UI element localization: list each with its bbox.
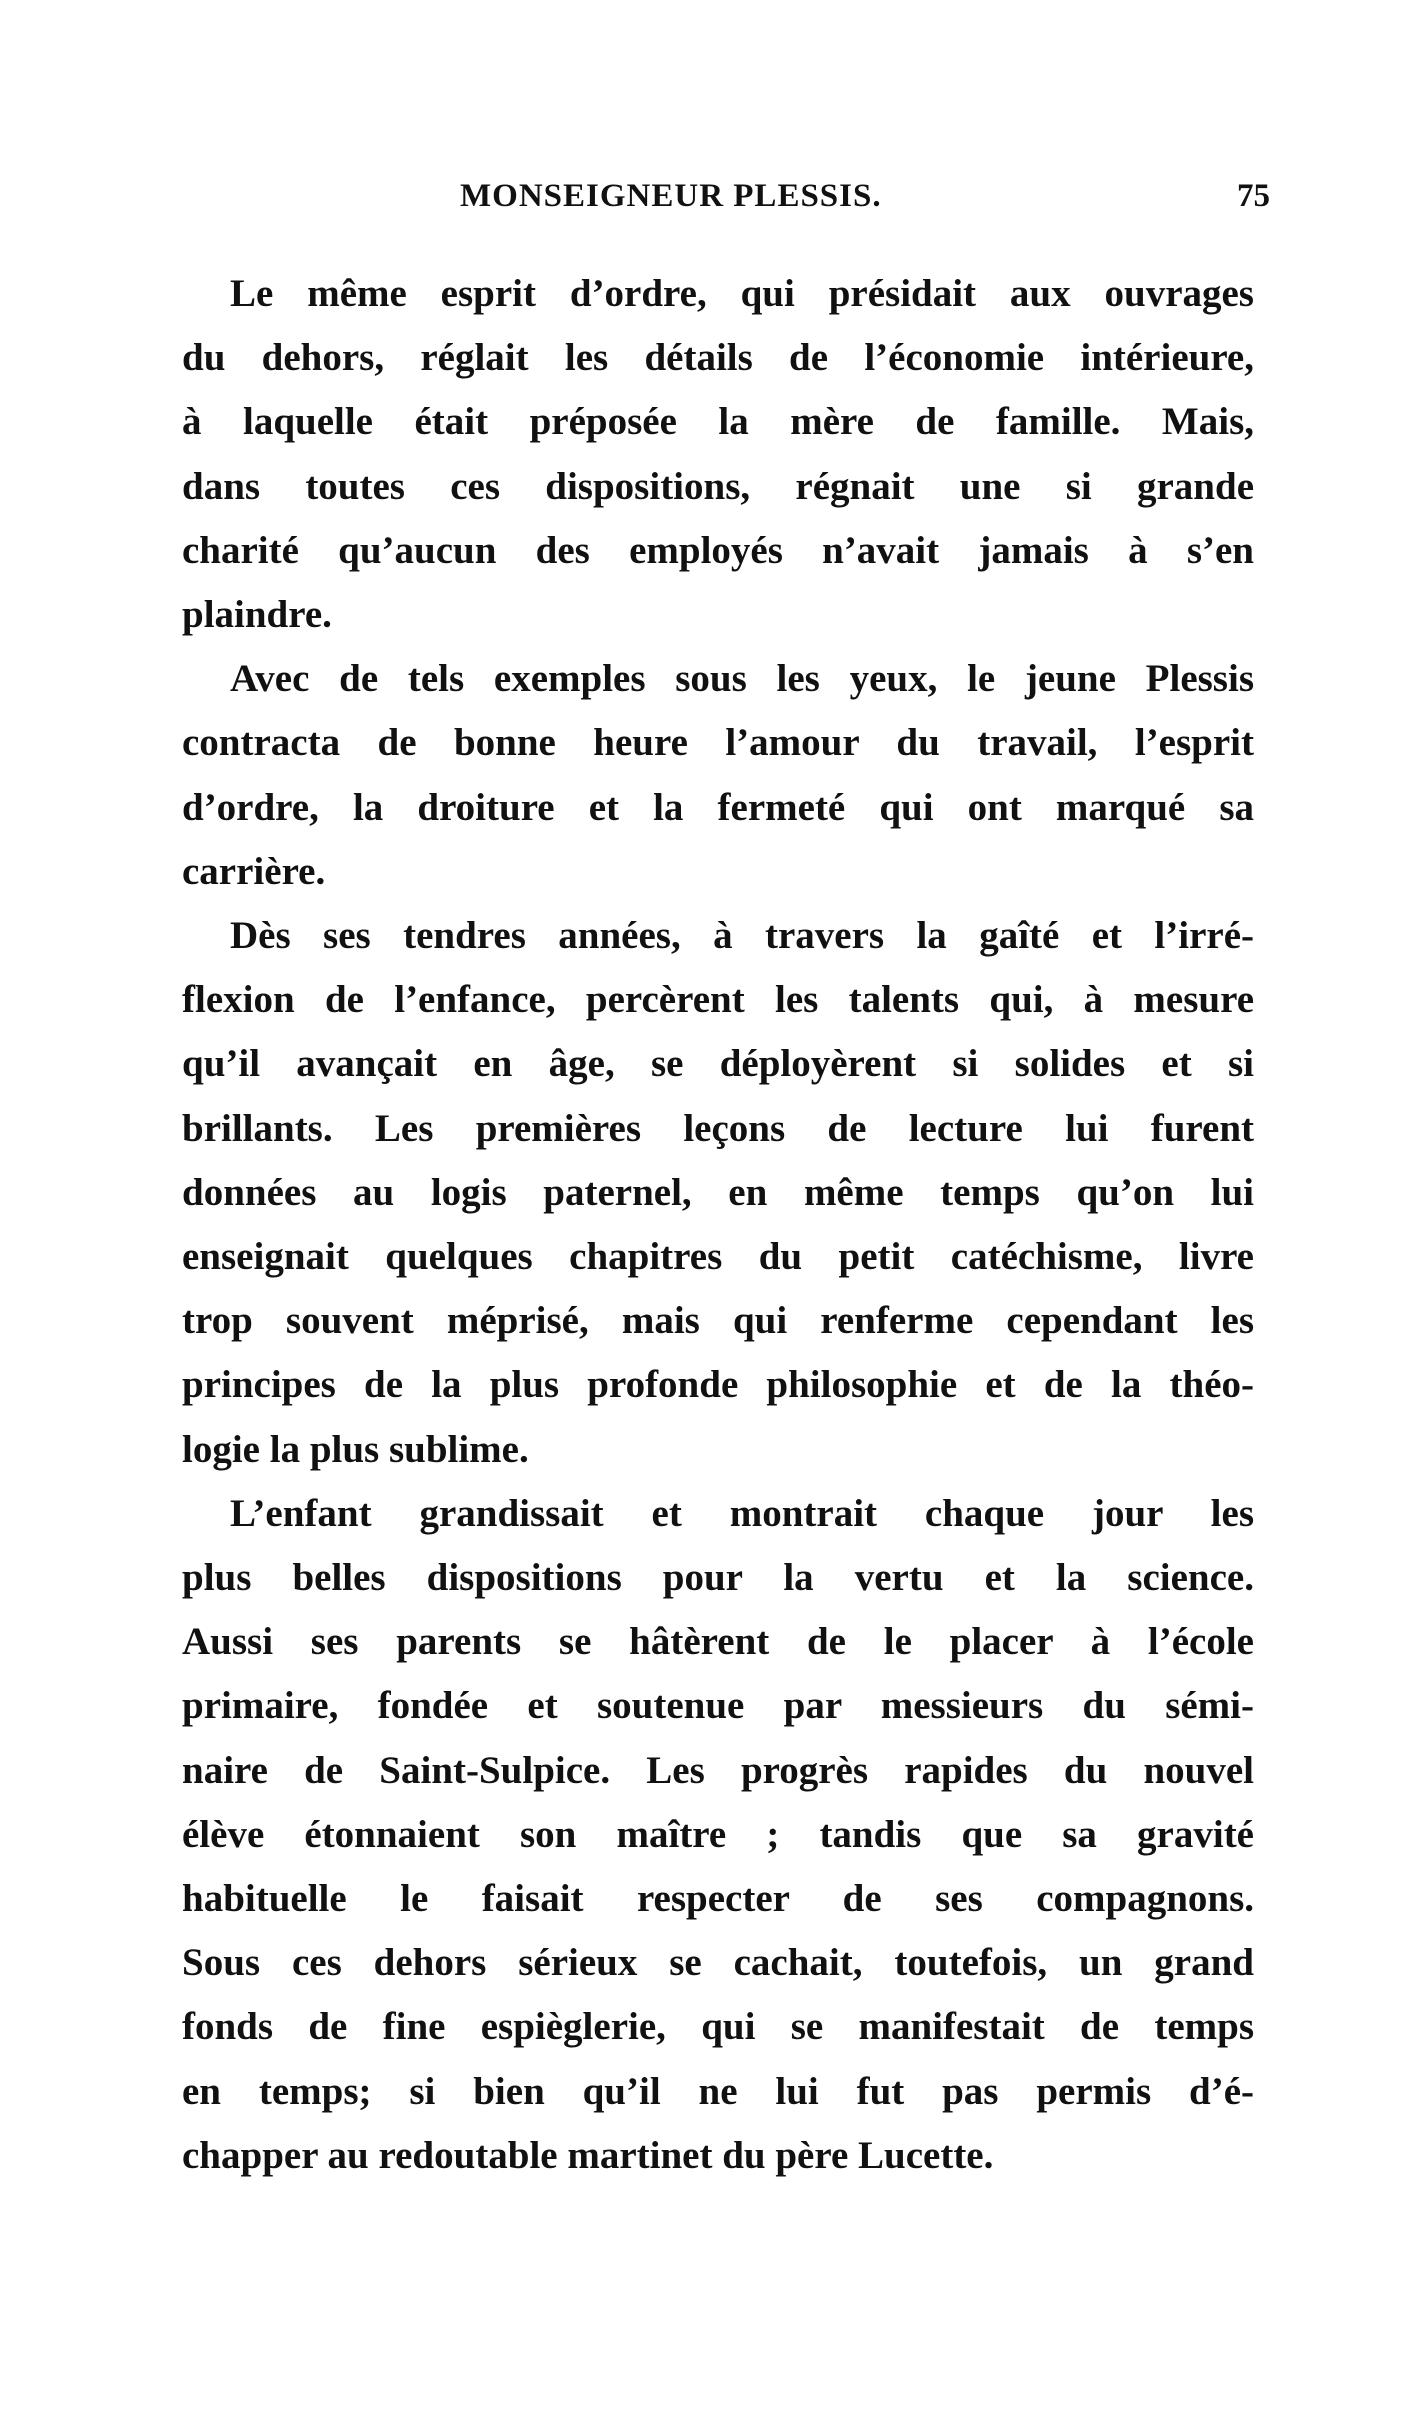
text-line: primaire, fondée et soutenue par messieurs du sémi- [182, 1684, 1254, 1728]
text-line: Sous ces dehors sérieux se cachait, toutefois, un grand [182, 1941, 1254, 1985]
text-line: Avec de tels exemples sous les yeux, le jeune Plessis [230, 657, 1254, 701]
text-line: naire de Saint-Sulpice. Les progrès rapides du nouvel [182, 1748, 1254, 1792]
text-line: dans toutes ces dispositions, régnait une si grande [182, 464, 1254, 508]
text-line: du dehors, réglait les détails de l’économie intérieure, [182, 336, 1254, 380]
text-line: à laquelle était préposée la mère de famille. Mais, [182, 400, 1254, 444]
text-line: plus belles dispositions pour la vertu et la science. [182, 1556, 1254, 1600]
body-text [182, 262, 1254, 2188]
running-title: MONSEIGNEUR PLESSIS. [460, 178, 882, 214]
text-line: contracta de bonne heure l’amour du travail, l’esprit [182, 721, 1254, 765]
text-line: habituelle le faisait respecter de ses compagnons. [182, 1877, 1254, 1921]
text-line: principes de la plus profonde philosophie et de la théo- [182, 1363, 1254, 1407]
text-line: fonds de fine espièglerie, qui se manifestait de temps [182, 2005, 1254, 2049]
text-line: d’ordre, la droiture et la fermeté qui ont marqué sa [182, 785, 1254, 829]
page-header [180, 178, 1270, 228]
paragraph [182, 647, 1254, 904]
text-line: Dès ses tendres années, à travers la gaîté et l’irré- [230, 914, 1254, 958]
text-line: charité qu’aucun des employés n’avait jamais à s’en [182, 528, 1254, 572]
text-line: brillants. Les premières leçons de lecture lui furent [182, 1106, 1254, 1150]
text-line: flexion de l’enfance, percèrent les talents qui, à mesure [182, 978, 1254, 1022]
paragraph [182, 904, 1254, 1482]
text-line: chapper au redoutable martinet du père Lucette. [182, 2133, 994, 2177]
paragraph [182, 262, 1254, 647]
text-line: Aussi ses parents se hâtèrent de le placer à l’école [182, 1620, 1254, 1664]
text-line: en temps; si bien qu’il ne lui fut pas permis d’é- [182, 2069, 1254, 2113]
text-line: L’enfant grandissait et montrait chaque jour les [230, 1491, 1254, 1535]
paragraph [182, 1482, 1254, 2188]
text-line: carrière. [182, 849, 326, 893]
page-number: 75 [1237, 178, 1270, 214]
text-line: données au logis paternel, en même temps qu’on lui [182, 1170, 1254, 1214]
text-line: élève étonnaient son maître ; tandis que sa gravité [182, 1812, 1254, 1856]
text-line: plaindre. [182, 593, 332, 637]
text-line: logie la plus sublime. [182, 1427, 529, 1471]
text-line: trop souvent méprisé, mais qui renferme cependant les [182, 1299, 1254, 1343]
text-line: enseignait quelques chapitres du petit catéchisme, livre [182, 1235, 1254, 1279]
text-line: Le même esprit d’ordre, qui présidait aux ouvrages [230, 272, 1254, 315]
text-line: qu’il avançait en âge, se déployèrent si solides et si [182, 1042, 1254, 1086]
